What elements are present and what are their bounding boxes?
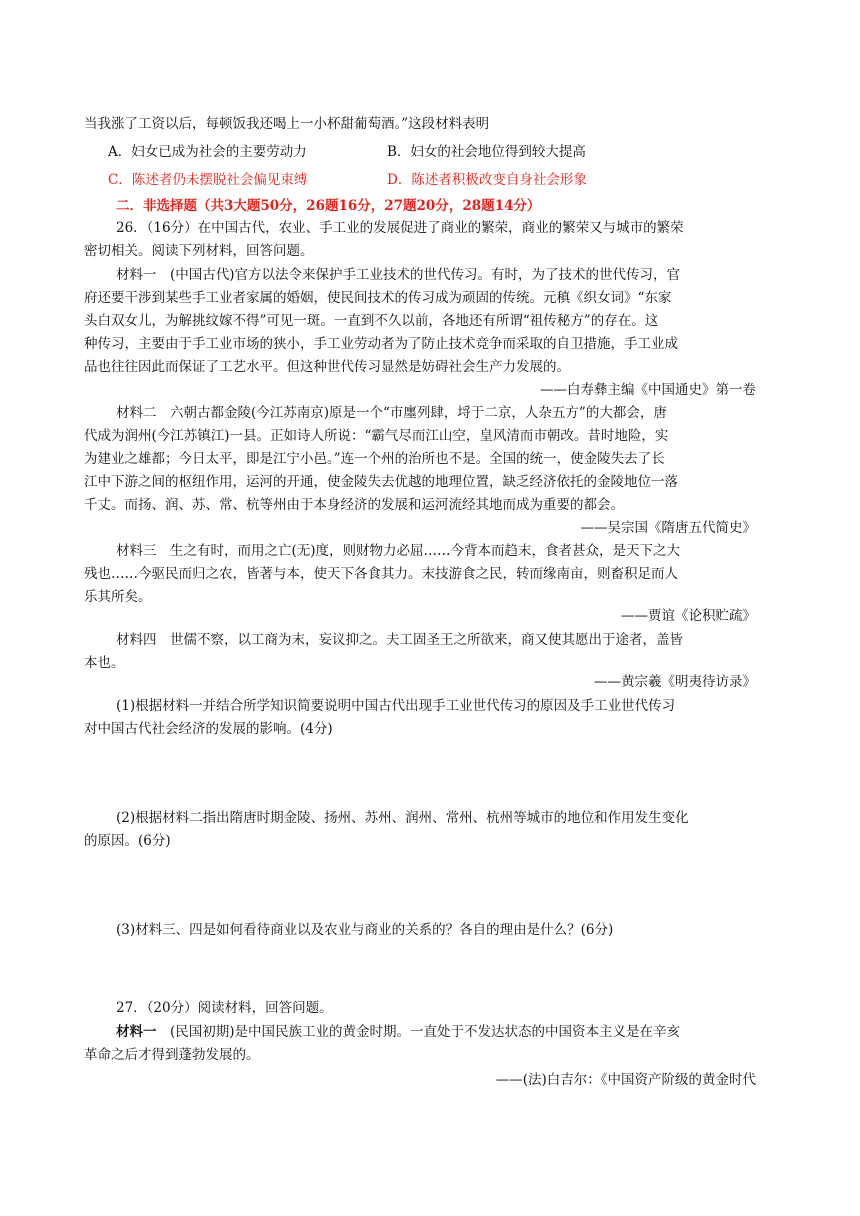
q26-material-1-line: 府还要干涉到某些手工业者家属的婚姻，使民间技术的传习成为顽固的传统。元稹《织女词》“东家 [84, 290, 672, 306]
q27-material-1-label: 材料一 [116, 1024, 157, 1040]
q25-option-a: A．妇女已成为社会的主要劳动力 [108, 144, 307, 160]
q26-material-2-source: ——吴宗国《隋唐五代简史》 [580, 520, 756, 536]
q25-stem-tail: 当我涨了工资以后，每顿饭我还喝上一小杯甜葡萄酒。”这段材料表明 [84, 116, 490, 132]
q25-option-b: B．妇女的社会地位得到较大提高 [387, 144, 586, 160]
q26-material-2-line: 千丈。而扬、润、苏、常、杭等州由于本身经济的发展和运河流经其地而成为重要的都会。 [84, 497, 624, 513]
q26-material-2-line: 江中下游之间的枢纽作用，运河的开通，使金陵失去优越的地理位置，缺乏经济依托的金陵地位一落 [84, 474, 678, 490]
q26-material-3-source: ——贾谊《论积贮疏》 [621, 608, 756, 624]
q26-subquestion-1-line: (1)根据材料一并结合所学知识简要说明中国古代出现手工业世代传习的原因及手工业世代传习 [116, 698, 676, 714]
q26-material-2-line: 代成为润州(今江苏镇江)一县。正如诗人所说：“霸气尽而江山空，皇风清而市朝改。昔时地险，实 [84, 428, 669, 444]
q26-material-3-line: 残也……今驱民而归之农，皆著与本，使天下各食其力。末技游食之民，转而缘南亩，则畜积足而人 [84, 566, 678, 582]
q26-material-1-line: 材料一 (中国古代)官方以法令来保护手工业技术的世代传习。有时，为了技术的世代传习，官 [116, 267, 681, 283]
q26-subquestion-2-line: 的原因。(6分) [84, 833, 171, 849]
q27-material-1-line: 革命之后才得到蓬勃发展的。 [84, 1047, 260, 1063]
q26-material-1-source: ——白寿彝主编《中国通史》第一卷 [540, 382, 756, 398]
q26-material-3-line: 材料三 生之有时，而用之亡(无)度，则财物力必屈……今背本而趋末，食者甚众，是天下之大 [116, 543, 681, 559]
q26-intro-line: 26．（16分）在中国古代，农业、手工业的发展促进了商业的繁荣，商业的繁荣又与城市的繁荣 [116, 220, 684, 236]
q27-material-1-line [116, 1022, 680, 1042]
q26-material-1-line: 种传习，主要由于手工业市场的狭小，手工业劳动者为了防止技术竞争而采取的自卫措施，手工业成 [84, 336, 678, 352]
q26-subquestion-1-line: 对中国古代社会经济的发展的影响。(4分) [84, 721, 333, 737]
q26-material-1-line: 品也往往因此而保证了工艺水平。但这种世代传习显然是妨碍社会生产力发展的。 [84, 359, 570, 375]
q27-material-1-text: (民国初期)是中国民族工业的黄金时期。一直处于不发达状态的中国资本主义是在辛亥 [156, 1024, 681, 1040]
q26-material-2-line: 为建业之雄都；今日太平，即是江宁小邑。”连一个州的治所也不是。全国的统一，使金陵失去了长 [84, 451, 665, 467]
section-2-header: 二．非选择题（共3大题50分，26题16分，27题20分，28题14分） [116, 198, 541, 214]
q25-option-c: C．陈述者仍未摆脱社会偏见束缚 [108, 172, 308, 188]
q27-material-1-source: ——(法)白吉尔：《中国资产阶级的黄金时代 [495, 1072, 756, 1088]
q26-material-4-line: 材料四 世儒不察，以工商为末，妄议抑之。夫工固圣王之所欲来，商又使其愿出于途者，盖皆 [116, 632, 683, 648]
q25-option-d-label [387, 170, 587, 190]
q25-option-d: D．陈述者积极改变自身社会形象 [387, 172, 587, 188]
q26-material-1-line: 头白双女儿，为解挑纹嫁不得”可见一斑。一直到不久以前，各地还有所谓“祖传秘方”的存在。这 [84, 313, 659, 329]
q27-intro: 27．（20分）阅读材料，回答问题。 [116, 1000, 333, 1016]
q26-material-3-line: 乐其所矣。 [84, 589, 152, 605]
q26-subquestion-2-line: (2)根据材料二指出隋唐时期金陵、扬州、苏州、润州、常州、杭州等城市的地位和作用发生变化 [116, 810, 689, 826]
q26-material-2-line: 材料二 六朝古都金陵(今江苏南京)原是一个“市廛列肆，埒于二京，人杂五方”的大都会，唐 [116, 405, 667, 421]
q26-material-4-line: 本也。 [84, 655, 125, 671]
q26-subquestion-3: (3)材料三、四是如何看待商业以及农业与商业的关系的？各自的理由是什么？(6分) [116, 922, 614, 938]
q26-intro-line: 密切相关。阅读下列材料，回答问题。 [84, 243, 314, 259]
q26-material-4-source: ——黄宗羲《明夷待访录》 [594, 674, 756, 690]
